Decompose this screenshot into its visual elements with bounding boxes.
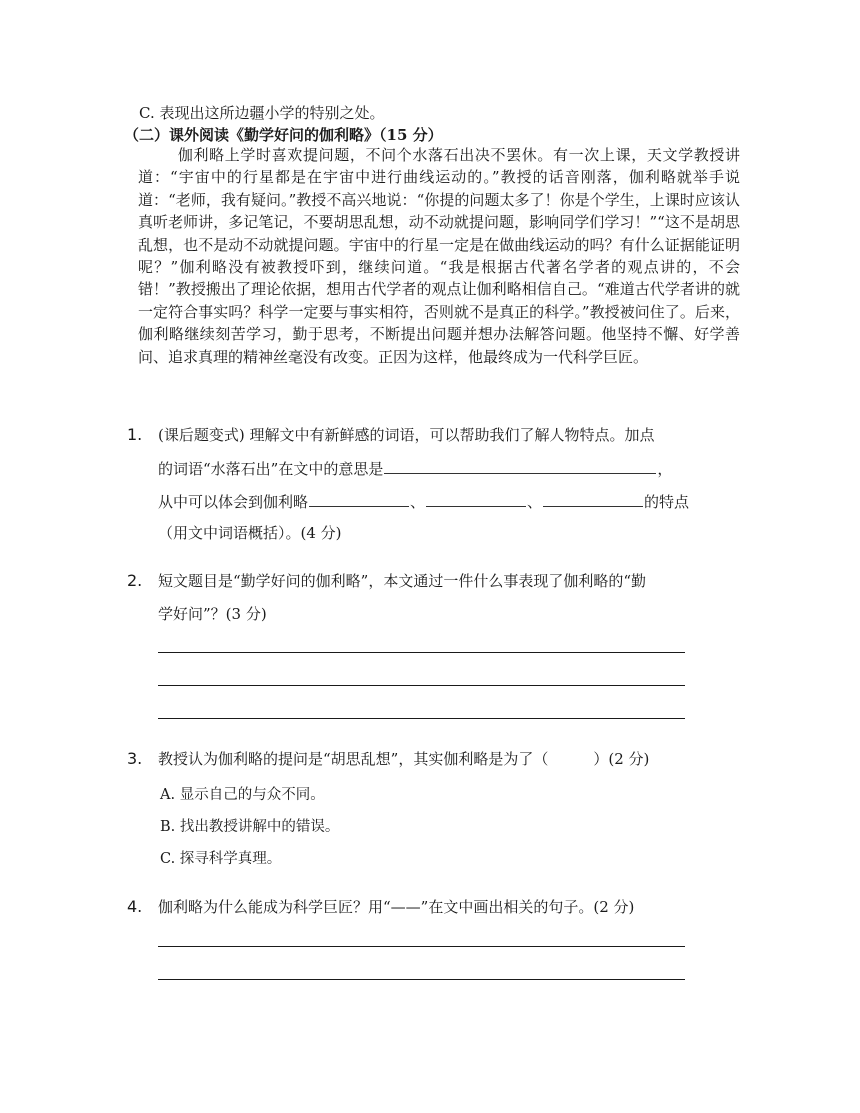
question-2-answer-line-3[interactable] xyxy=(158,718,685,719)
question-2-answer-line-1[interactable] xyxy=(158,652,685,653)
question-4-number: 4. xyxy=(127,897,143,916)
question-1-line-2-comma: ， xyxy=(657,460,673,478)
question-2-answer-line-2[interactable] xyxy=(158,685,685,686)
previous-question-option-c: C. 表现出这所边疆小学的特别之处。 xyxy=(139,104,385,122)
question-1-blank-trait-1[interactable] xyxy=(309,489,409,507)
question-1-line-2 xyxy=(158,456,672,480)
question-2-line-1: 短文题目是“勤学好问的伽利略”，本文通过一件什么事表现了伽利略的“勤 xyxy=(158,572,647,590)
question-1-number: 1. xyxy=(127,425,143,444)
question-1-blank-meaning[interactable] xyxy=(384,456,656,474)
question-4-answer-line-1[interactable] xyxy=(158,946,685,947)
question-1-blank-trait-2[interactable] xyxy=(426,489,526,507)
question-3-line-1: 教授认为伽利略的提问是“胡思乱想”，其实伽利略是为了（ ）(2 分) xyxy=(158,750,650,768)
question-3-option-c[interactable]: C. 探寻科学真理。 xyxy=(160,851,282,867)
question-1-line-1: (课后题变式) 理解文中有新鲜感的词语，可以帮助我们了解人物特点。加点 xyxy=(158,426,655,444)
question-2-number: 2. xyxy=(127,571,143,590)
question-3-number: 3. xyxy=(127,749,143,768)
question-2-line-2: 学好问”？(3 分) xyxy=(158,605,267,623)
question-4-answer-line-2[interactable] xyxy=(158,979,685,980)
question-1-line-4: （用文中词语概括）。(4 分) xyxy=(158,524,342,542)
question-1-line-3-suffix: 的特点 xyxy=(644,493,690,511)
question-3-option-b[interactable]: B. 找出教授讲解中的错误。 xyxy=(160,819,340,835)
question-1-line-3 xyxy=(158,489,689,513)
question-4-line-1: 伽利略为什么能成为科学巨匠？用“——”在文中画出相关的句子。(2 分) xyxy=(158,898,635,916)
question-3-option-a[interactable]: A. 显示自己的与众不同。 xyxy=(160,787,325,803)
question-1-blank-trait-3[interactable] xyxy=(543,489,643,507)
question-1-separator-1: 、 xyxy=(410,493,426,511)
question-1-separator-2: 、 xyxy=(527,493,543,511)
question-1-line-3-text: 从中可以体会到伽利略 xyxy=(158,493,309,511)
question-1-line-2-text: 的词语“水落石出”在文中的意思是 xyxy=(158,460,384,478)
reading-passage: 伽利略上学时喜欢提问题，不问个水落石出决不罢休。有一次上课，天文学教授讲道：“宇宙中的行星都是在宇宙中进行曲线运动的。”教授的话音刚落，伽利略就举手说道：“老师，我有疑问。”教授不高兴地说：“你提的问题太多了！你是个学生，上课时应该认真听老师讲，多记笔记，不要胡思乱想，动不动就提问题，影响同学们学习！”“这不是胡思乱想，也不是动不动就提问题。宇宙中的行星一定是在做曲线运动的吗？有什么证据能证明呢？”伽利略没有被教授吓到，继续问道。“我是根据古代著名学者的观点讲的，不会错！”教授搬出了理论依据，想用古代学者的观点让伽利略相信自己。“难道古代学者讲的就一定符合事实吗？科学一定要与事实相符，否则就不是真正的科学。”教授被问住了。后来，伽利略继续刻苦学习，勤于思考，不断提出问题并想办法解答问题。他坚持不懈、好学善问、追求真理的精神丝毫没有改变。正因为这样，他最终成为一代科学巨匠。 xyxy=(138,146,740,366)
section-title: （二）课外阅读《勤学好问的伽利略》（15 分） xyxy=(124,126,443,144)
